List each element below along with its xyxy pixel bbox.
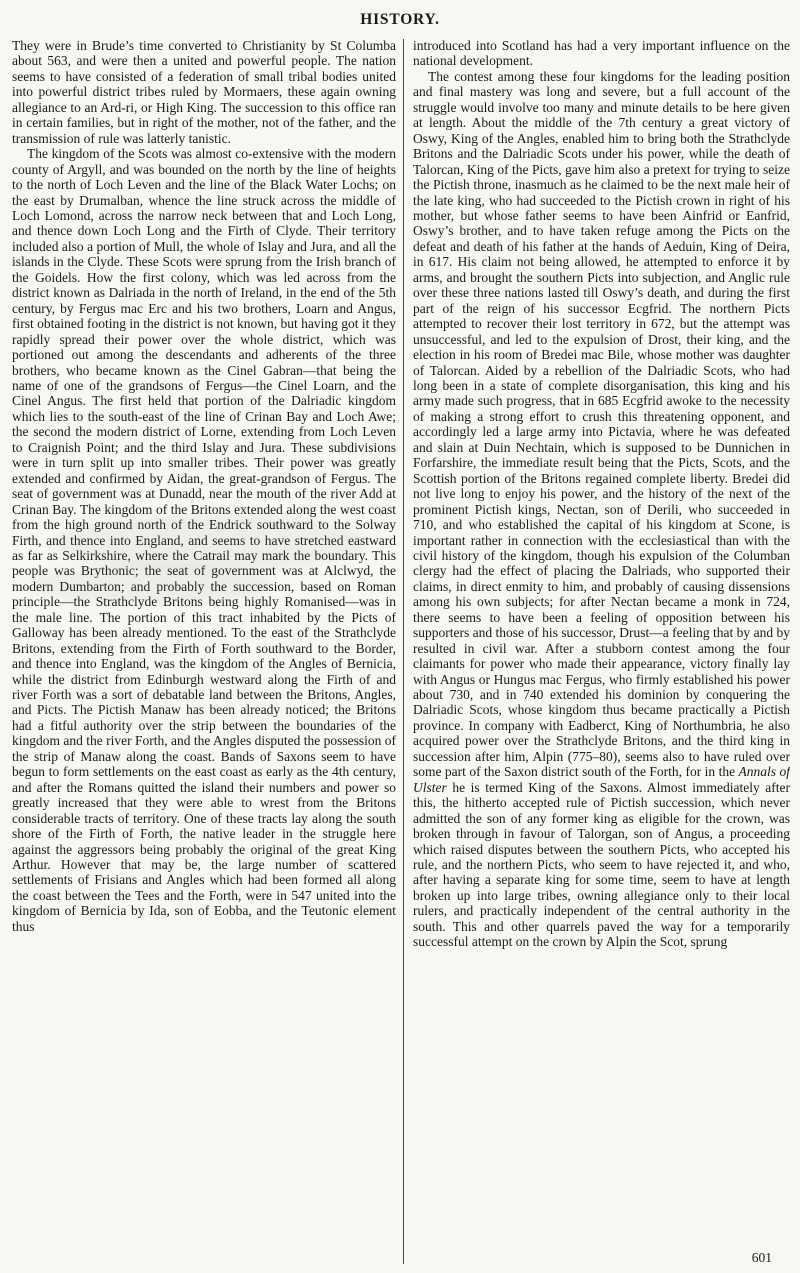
page-number: 601 (751, 1250, 772, 1265)
paragraph-text: The contest among these four kingdoms for the leading position and final mastery was long and severe, but a full account of the struggle would involve too many and minute details to be here given at length. About the middle of the 7th century a great victory of Oswy, King of the Angles, enabled him to bring both the Strathclyde Britons and the Dalriadic Scots under his power, while the death of Talorcan, King of the Picts, gave him also a pretext for trying to seize the Pictish throne, inasmuch as he claimed to be the next male heir of the late king, who had succeeded to the Pictish crown in right of his mother, but whose father seems to have been Ainfrid or Eanfrid, Oswy’s brother, and to have taken refuge among the Picts on the defeat and death of his father at the hands of Aeduin, King of Deira, in 617. His claim not being allowed, he attempted to enforce it by arms, and brought the southern Picts into subjection, and Anglic rule over these three nations lasted till Oswy’s death, and during the first part of the reign of his successor Ecgfrid. The northern Picts attempted to recover their lost territory in 672, but the attempt was unsuccessful, and led to the expulsion of Drost, their king, and the election in his room of Bredei mac Bile, whose mother was daughter of Talorcan. Aided by a rebellion of the Dalriadic Scots, who had long been in a state of complete disorganisation, this king and his army made such progress, that in 685 Ecgfrid awoke to the necessity of making a strong effort to crush this threatening opponent, and accordingly led a large army into Pictavia, where he was defeated and slain at Duin Nechtain, which is supposed to be Dunnichen in Forfarshire, the immediate result being that the Picts, Scots, and the Scottish portion of the Britons regained complete liberty. Bredei did not live long to enjoy his power, and the history of the next of the prominent Pictish kings, Nectan, son of Derili, who succeeded in 710, and who established the capital of his kingdom at Scone, is important rather in connection with the ecclesiastical than with the civil history of the kingdom, though his expulsion of the Columban clergy had the effect of placing the Dalriads, who supported their claims, in direct enmity to him, and probably of causing dissensions among his own subjects; for after Nectan became a monk in 724, there seems to have been a feeling of opposition between his supporters and those of his successor, Drust—a feeling that by and by resulted in civil war. After a stubborn contest among the four claimants for power who made their appearance, victory finally lay with Angus or Hungus mac Fergus, who firmly established his power about 730, and in 740 extended his dominion by conquering the Dalriadic Scots, whose kingdom thus became practically a Pictish province. In company with Eadberct, King of Northumbria, he also acquired power over the Strathclyde Britons, and the third king in succession after him, Alpin (775–80), seems also to have ruled over some part of the Saxon district south of the Forth, for in the (413, 68, 790, 780)
paragraph-text: he is termed King of the Saxons. Almost immediately after this, the hitherto accepted rule of Pictish succession, which never admitted the son of any former king as eligible for the crown, was broken through in favour of Talorgan, son of Angus, a proceeding which raised disputes between the southern Picts, who accepted his rule, and the northern Picts, who seem to have rejected it, and who, after having a separate king for some time, seem to have at length broken up into large tribes, owning allegiance only to their local rulers, and practically independent of the central authority in the south. This and other quarrels paved the way for a temporarily successful attempt on the crown by Alpin the Scot, sprung (413, 779, 790, 950)
text-columns (12, 38, 790, 1264)
paragraph: The kingdom of the Scots was almost co-extensive with the modern county of Argyll, and was bounded on the north by the line of heights to the north of Loch Leven and the line of the Black Water Lochs; on the east by Drumalban, whence the line struck across the middle of Loch Lomond, across the narrow neck between that and Loch Long, and thence down Loch Long and the Firth of Clyde. Their territory included also a portion of Mull, the whole of Islay and Jura, and all the islands in the Clyde. These Scots were sprung from the Irish branch of the Goidels. How the first colony, which was led across from the district known as Dalriada in the north of Ireland, in the end of the 5th century, by Fergus mac Erc and his two brothers, Loarn and Angus, first obtained footing in the district is not known, but having got it they rapidly spread their power over the whole district, which was portioned out among the descendants and adherents of the three brothers, who became known as the Cinel Gabran—that being the name of one of the grandsons of Fergus—the Cinel Loarn, and the Cinel Angus. The first held that portion of the Dalriadic kingdom which lies to the south-east of the line of Crinan Bay and Loch Awe; the second the modern district of Lorne, extending from Loch Leven to Craignish Point; and the third Islay and Jura. These subdivisions were in turn split up into smaller tribes. Their power was greatly extended and confirmed by Aidan, the great-grandson of Fergus. The seat of government was at Dunadd, near the mouth of the river Add at Crinan Bay. The kingdom of the Britons extended along the west coast from the high ground north of the Endrick southward to the Solway Firth, and thence into England, and seems to have stretched eastward as far as Selkirkshire, where the Catrail may mark the boundary. This people was Brythonic; the seat of government was at Alclwyd, the modern Dumbarton; and probably the succession, based on Roman principle—the Strathclyde Britons being highly Romanised—was in the male line. The portion of this tract inhabited by the Picts of Galloway has been already mentioned. To the east of the Strathclyde Britons, extending from the Firth of Forth southward to the Border, and thence into England, was the kingdom of the Angles of Bernicia, while the district from Edinburgh westward along the Firth of and river Forth was a sort of debatable land between the Britons, Angles, and Picts. The Pictish Manaw has been already noticed; the Britons had a fitful authority over the strip between the boundaries of the kingdom and the river Forth, and the Angles disputed the possession of the strip of Manaw along the coast. Bands of Saxons seem to have begun to form settlements on the east coast as early as the 4th century, and after the Romans quitted the island their numbers and power so greatly increased that they were able to wrest from the Britons considerable tracts of territory. One of these tracts lay along the south shore of the Firth of Forth, the native leader in the struggle here against the aggressors being probably the original of the great King Arthur. However that may be, the large number of scattered settlements of Frisians and Angles which had been formed all along the coast between the Tees and the Forth, were in 547 united into the kingdom of Bernicia by Ida, son of Eobba, and the Teutonic element thus (12, 146, 396, 934)
italic-book-title: Annals of Ulster (413, 764, 790, 795)
paragraph (413, 69, 790, 950)
right-column (404, 38, 790, 1264)
paragraph: They were in Brude’s time converted to Christianity by St Columba about 563, and were then a united and powerful people. The nation seems to have consisted of a federation of small tribal bodies united into powerful district tribes ruled by Mormaers, these again owning allegiance to an Ard-ri, or High King. The succession to this office ran in certain families, but in right of the mother, not of the father, and the transmission of rule was latterly tanistic. (12, 38, 396, 146)
page-header: HISTORY. (360, 11, 440, 28)
paragraph: introduced into Scotland has had a very important influence on the national development. (413, 38, 790, 69)
left-column (12, 38, 403, 1264)
